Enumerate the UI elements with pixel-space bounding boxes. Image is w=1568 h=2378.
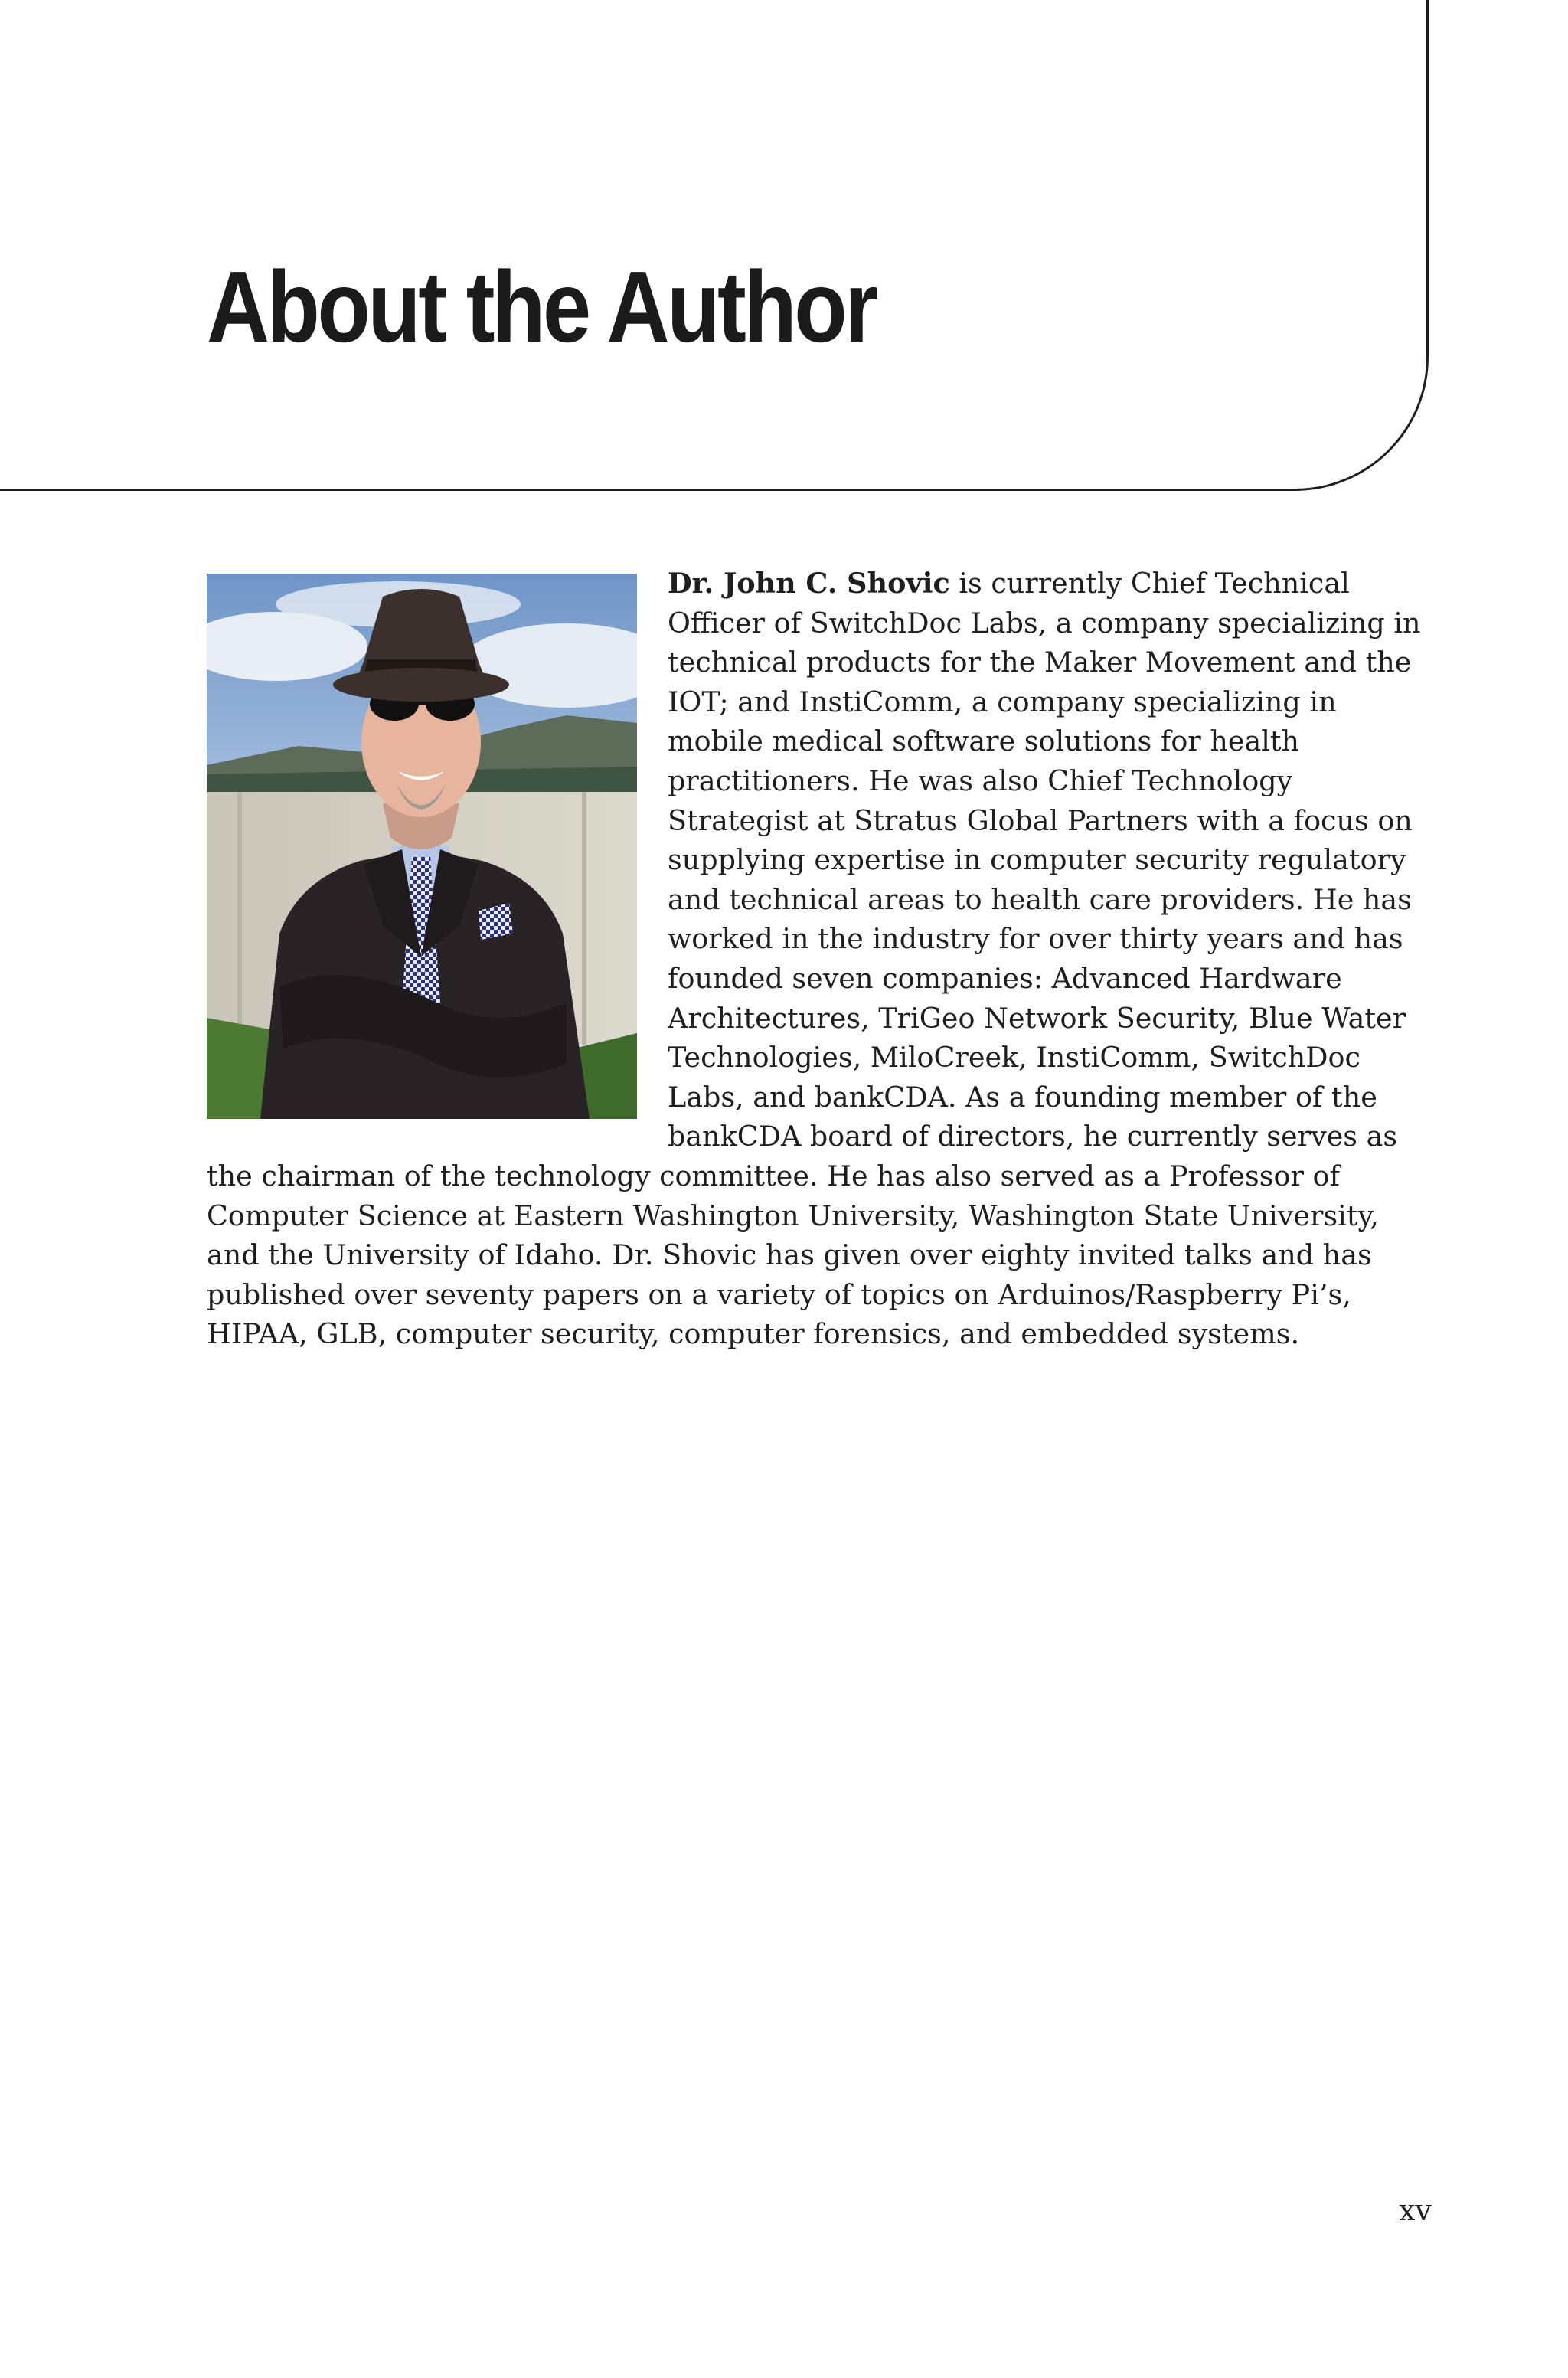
chapter-header-frame (0, 0, 1429, 491)
author-bio-text: is currently Chief Technical Officer of SwitchDoc Labs, a company specializing in technical products for the Maker Movement and the IOT; and InstiComm, a company specializing in mobile medical software solutions for health practitioners. He was also Chief Technology Strategist at Stratus Global Partners with a focus on supplying expertise in computer security regulatory and technical areas to health care providers. He has worked in the industry for over thirty years and has founded seven companies: Advanced Hardware Architectures, TriGeo Network Security, Blue Water Technologies, MiloCreek, InstiComm, SwitchDoc Labs, and bankCDA. As a founding member of the bankCDA board of directors, he currently serves as the chairman of the technology committee. He has also served as a Professor of Computer Science at Eastern Washington University, Washington State University, and the University of Idaho. Dr. Shovic has given over eighty invited talks and has published over seventy papers on a variety of topics on Arduinos/Raspberry Pi’s, HIPAA, GLB, computer security, computer forensics, and embedded systems. (207, 567, 1421, 1351)
page-number: xv (1399, 2193, 1432, 2227)
chapter-title: About the Author (207, 250, 876, 363)
author-bio (207, 564, 1432, 1354)
author-portrait (207, 574, 637, 1119)
author-name: Dr. John C. Shovic (668, 567, 950, 600)
